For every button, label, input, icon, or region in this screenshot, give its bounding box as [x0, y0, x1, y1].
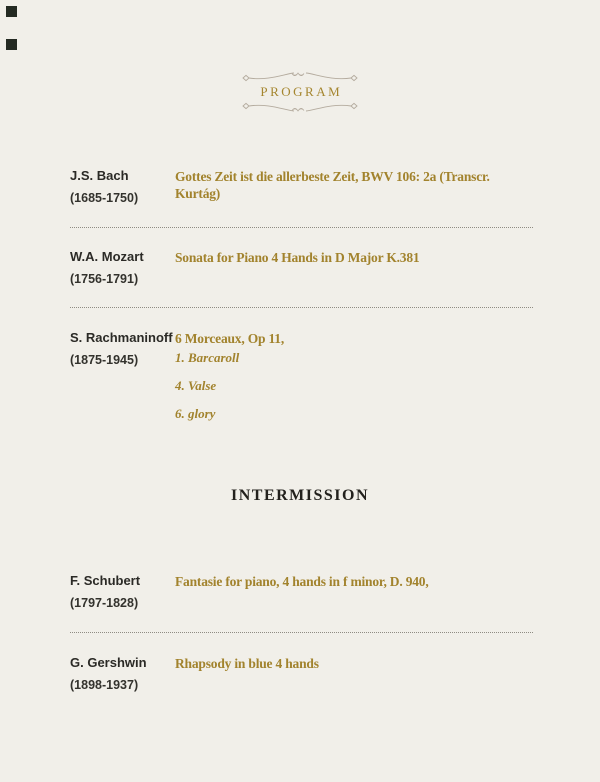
composer-name: F. Schubert [70, 573, 141, 588]
work-column [175, 330, 535, 422]
movement-list [175, 350, 535, 422]
composer-dates: (1756-1791) [70, 272, 139, 286]
flourish-ornament-bottom-icon [238, 101, 362, 115]
dotted-separator [70, 227, 533, 228]
work-column [175, 249, 535, 287]
composer-column [70, 655, 175, 693]
movement-item: 1. Barcaroll [175, 350, 240, 365]
composer-column [70, 168, 175, 206]
dotted-separator [70, 307, 533, 308]
movement-item: 4. Valse [175, 378, 217, 393]
work-title: Sonata for Piano 4 Hands in D Major K.381 [175, 250, 420, 265]
composer-column [70, 573, 175, 611]
work-column [175, 573, 535, 611]
program-entry [70, 168, 535, 206]
program-entry [70, 249, 535, 287]
work-column [175, 168, 535, 206]
composer-name: G. Gershwin [70, 655, 147, 670]
movement-item: 6. glory [175, 406, 216, 421]
composer-column [70, 249, 175, 287]
work-title: Fantasie for piano, 4 hands in f minor, D. 940, [175, 574, 429, 589]
composer-dates: (1685-1750) [70, 191, 139, 205]
program-entry [70, 655, 535, 693]
dotted-separator [70, 632, 533, 633]
work-title: Gottes Zeit ist die allerbeste Zeit, BWV 106: 2a (Transcr. Kurtág) [175, 169, 490, 201]
corner-mark-square [6, 6, 17, 17]
composer-column [70, 330, 175, 422]
program-entry [70, 330, 535, 422]
work-column [175, 655, 535, 693]
program-entry [70, 573, 535, 611]
composer-name: J.S. Bach [70, 168, 129, 183]
intermission-label: INTERMISSION [230, 487, 370, 504]
composer-dates: (1875-1945) [70, 353, 139, 367]
flourish-ornament-top-icon [238, 69, 362, 83]
work-title: 6 Morceaux, Op 11, [175, 331, 285, 346]
composer-dates: (1898-1937) [70, 678, 139, 692]
composer-name: W.A. Mozart [70, 249, 144, 264]
composer-name: S. Rachmaninoff [70, 330, 173, 345]
work-title: Rhapsody in blue 4 hands [175, 656, 319, 671]
composer-dates: (1797-1828) [70, 596, 139, 610]
program-header [0, 69, 600, 115]
corner-mark-square [6, 39, 17, 50]
page-title: PROGRAM [260, 84, 343, 99]
